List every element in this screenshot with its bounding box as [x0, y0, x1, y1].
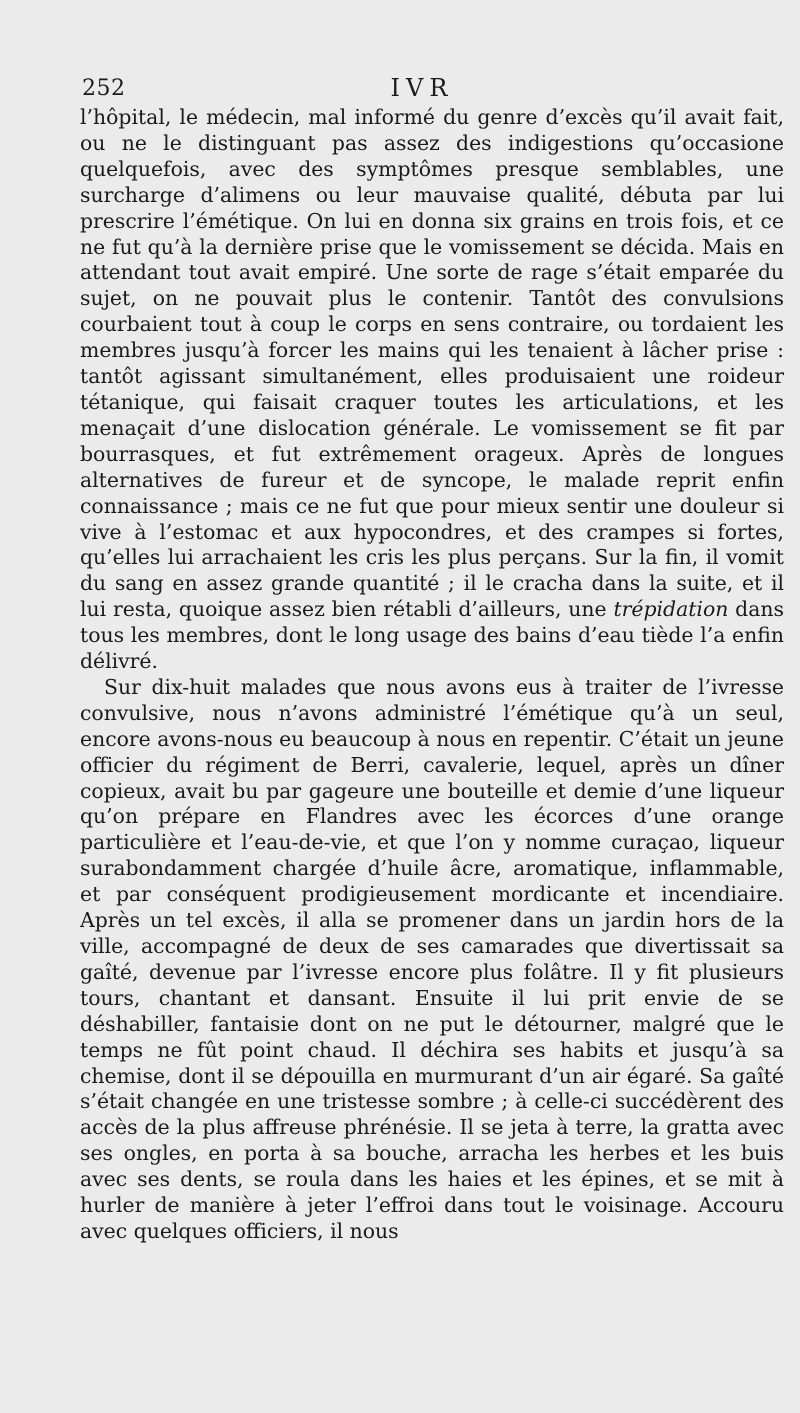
text-segment: dans tous les membres, dont le long usage des bains d’eau tiède l’a enfin délivré.	[80, 597, 784, 674]
text-segment: l’hôpital, le médecin, mal informé du genre d’excès qu’il avait fait, ou ne le distinguant pas assez des indigestions qu’occasione quelquefois, avec des symptômes presque semblables, une surcharge d’alimens ou leur mauvaise qualité, débuta par lui prescrire l’émétique. On lui en donna six grains en trois fois, et ce ne fut qu’à la dernière prise que le vomissement se décida. Mais en attendant tout avait empiré. Une sorte de rage s’était emparée du sujet, on ne pouvait plus le contenir. Tantôt des convulsions courbaient tout à coup le corps en sens contraire, ou tordaient les membres jusqu’à forcer les mains qui les tenaient à lâcher prise : tantôt agissant simultanément, elles produisaient une roideur tétanique, qui faisait craquer toutes les articulations, et les menaçait d’une dislocation générale. Le vomissement se fit par bourrasques, et fut extrêmement orageux. Après de longues alternatives de fureur et de syncope, le malade reprit enfin connaissance ; mais ce ne fut que pour mieux sentir une douleur si vive à l’estomac et aux hypocondres, et des crampes si fortes, qu’elles lui arrachaient les cris les plus perçans. Sur la fin, il vomit du sang en assez grande quantité ; il le cracha dans la suite, et il lui resta, quoique assez bien rétabli d’ailleurs, une	[80, 105, 784, 622]
paragraph-2	[80, 675, 784, 1245]
italic-term: trépidation	[613, 597, 729, 622]
paragraph-1	[80, 105, 784, 675]
running-head: IVR	[390, 74, 454, 102]
page-number: 252	[82, 76, 126, 101]
text-segment: Sur dix-huit malades que nous avons eus à traiter de l’ivresse convulsive, nous n’avons administré l’émétique qu’à un seul, encore avons-nous eu beaucoup à nous en repentir. C’était un jeune officier du régiment de Berri, cavalerie, lequel, après un dîner copieux, avait bu par gageure une bouteille et demie d’une liqueur qu’on prépare en Flandres avec les écorces d’une orange particulière et l’eau-de-vie, et que l’on y nomme curaçao, liqueur surabondamment chargée d’huile âcre, aromatique, inflammable, et par conséquent prodigieusement mordicante et incendiaire. Après un tel excès, il alla se promener dans un jardin hors de la ville, accompagné de deux de ses camarades que divertissait sa gaîté, devenue par l’ivresse encore plus folâtre. Il y fit plusieurs tours, chantant et dansant. Ensuite il lui prit envie de se déshabiller, fantaisie dont on ne put le détourner, malgré que le temps ne fût point chaud. Il déchira ses habits et jusqu’à sa chemise, dont il se dépouilla en murmurant d’un air égaré. Sa gaîté s’était changée en une tristesse sombre ; à celle-ci succédèrent des accès de la plus affreuse phrénésie. Il se jeta à terre, la gratta avec ses ongles, en porta à sa bouche, arracha les herbes et les buis avec ses dents, se roula dans les haies et les épines, et se mit à hurler de manière à jeter l’effroi dans tout le voisinage. Accouru avec quelques officiers, il nous	[80, 674, 784, 1243]
body-text	[80, 105, 784, 1245]
